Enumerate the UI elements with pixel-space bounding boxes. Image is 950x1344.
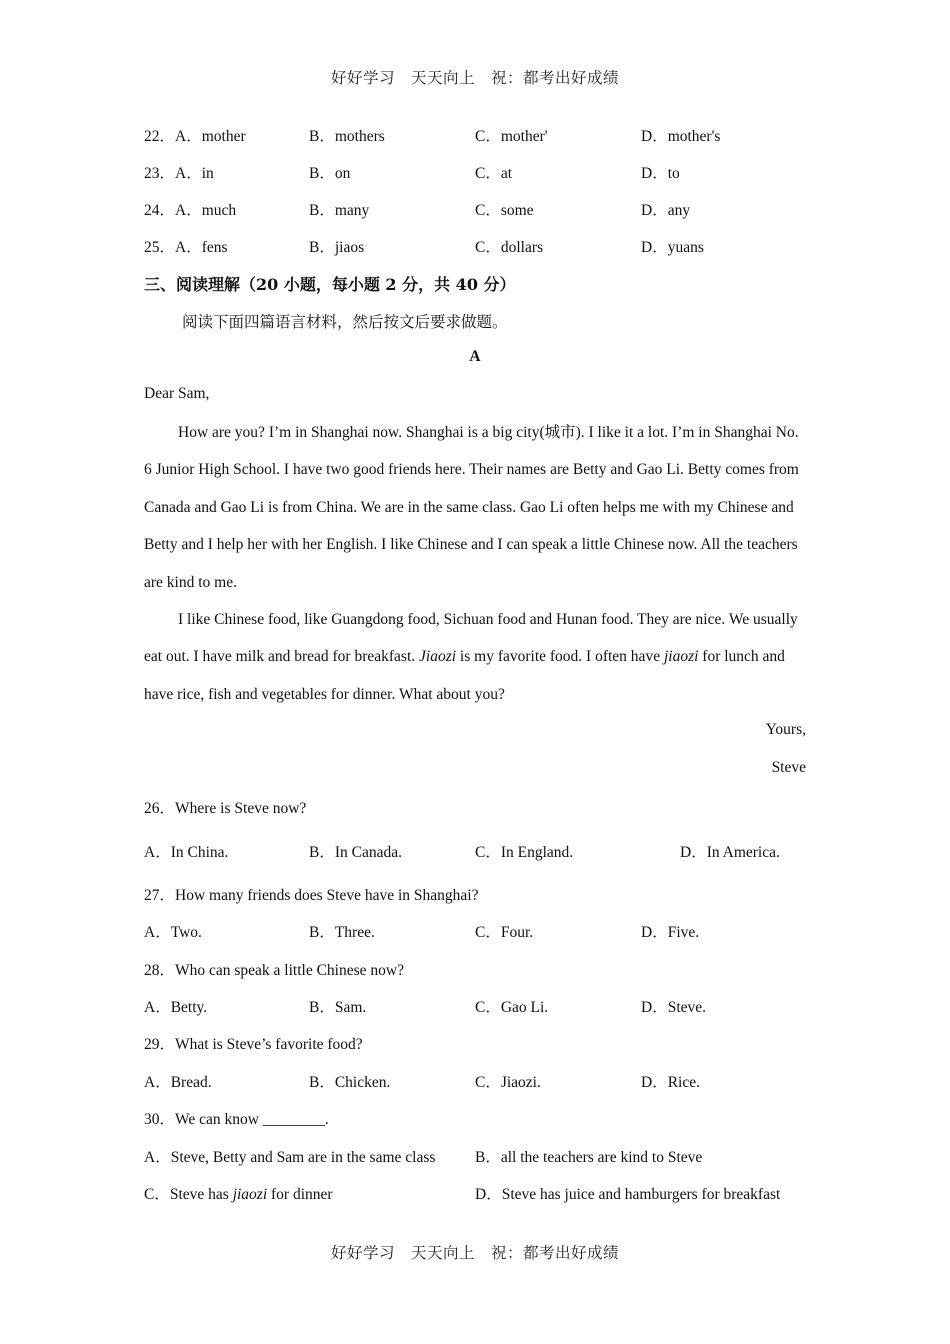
option-label: A．fens [175, 239, 228, 256]
answer-27-d: D．Five. [641, 924, 700, 941]
answer-26-c: C．In England. [475, 844, 574, 861]
answer-26-d: D．In America. [680, 844, 780, 861]
option-label: A．mother [175, 128, 246, 145]
option-row-25 [0, 235, 950, 257]
option-label: A．in [175, 165, 214, 182]
text-run: for dinner [267, 1186, 333, 1203]
answer-28-c: C．Gao Li. [475, 999, 549, 1016]
answer-30-a: A．Steve, Betty and Sam are in the same class [144, 1149, 436, 1166]
question-number: 22． [144, 128, 176, 145]
answer-row-27 [0, 920, 950, 942]
option-22-d: D．mother's [641, 128, 721, 145]
option-23-c: C．at [475, 165, 513, 182]
letter-paragraph-2 [144, 601, 806, 713]
option-row-24 [0, 198, 950, 220]
question-27: 27．How many friends does Steve have in Shanghai? [144, 887, 479, 904]
answer-28-b: B．Sam. [309, 999, 367, 1016]
option-row-22 [0, 124, 950, 146]
answer-30-b: B．all the teachers are kind to Steve [475, 1149, 703, 1166]
question-number: 24． [144, 202, 176, 219]
text-run: for lunch and have rice, fish and vegetables for dinner. What about you? [144, 648, 785, 703]
answer-row-26 [0, 840, 950, 862]
answer-row-28 [0, 995, 950, 1017]
section-instruction: 阅读下面四篇语言材料，然后按文后要求做题。 [182, 314, 508, 331]
answer-27-b: B．Three. [309, 924, 375, 941]
answer-29-a: A．Bread. [144, 1074, 212, 1091]
answer-27-c: C．Four. [475, 924, 534, 941]
option-22-b: B．mothers [309, 128, 385, 145]
page-header: 好好学习 天天向上 祝：都考出好成绩 [330, 70, 619, 87]
answer-30-d: D．Steve has juice and hamburgers for breakfast [475, 1186, 781, 1203]
option-22-c: C．mother' [475, 128, 548, 145]
page-footer: 好好学习 天天向上 祝：都考出好成绩 [330, 1245, 619, 1262]
option-23-b: B．on [309, 165, 351, 182]
italic-word: jiaozi [663, 648, 699, 666]
answer-29-d: D．Rice. [641, 1074, 700, 1091]
answer-29-b: B．Chicken. [309, 1074, 391, 1091]
letter-greeting: Dear Sam, [144, 385, 210, 402]
text-run: is my favorite food. I often have [456, 648, 664, 666]
section-title: 三、阅读理解（20 小题，每小题 2 分，共 40 分） [144, 275, 516, 294]
answer-29-c: C．Jiaozi. [475, 1074, 541, 1091]
answer-row-29 [0, 1070, 950, 1092]
answer-30-c [144, 1182, 333, 1204]
answer-28-a: A．Betty. [144, 999, 208, 1016]
option-label: A．much [175, 202, 237, 219]
answer-row-30-ab [0, 1145, 950, 1167]
option-25-b: B．jiaos [309, 239, 365, 256]
option-23-d: D．to [641, 165, 680, 182]
question-29: 29．What is Steve’s favorite food? [144, 1036, 363, 1053]
answer-row-30-cd [0, 1182, 950, 1204]
option-row-23 [0, 161, 950, 183]
letter-closing: Yours, [765, 721, 806, 738]
option-24-b: B．many [309, 202, 370, 219]
option-25-d: D．yuans [641, 239, 704, 256]
text-run: C．Steve has [144, 1186, 233, 1203]
answer-26-a: A．In China. [144, 844, 229, 861]
letter-signature: Steve [771, 759, 806, 776]
question-28: 28．Who can speak a little Chinese now? [144, 962, 404, 979]
italic-word: jiaozi [232, 1186, 268, 1203]
option-24-c: C．some [475, 202, 534, 219]
question-30: 30．We can know ________. [144, 1111, 329, 1128]
passage-label: A [469, 348, 481, 365]
question-number: 23． [144, 165, 176, 182]
text-run: I like Chinese food, like Guangdong food, Sichuan food and Hunan food. They are nice. We usually eat out. I have milk and bread for breakfast. [144, 611, 798, 666]
answer-26-b: B．In Canada. [309, 844, 402, 861]
option-24-a [144, 198, 236, 220]
italic-word: Jiaozi [419, 648, 457, 666]
option-24-d: D．any [641, 202, 691, 219]
option-25-a [144, 235, 228, 257]
answer-28-d: D．Steve. [641, 999, 707, 1016]
question-26: 26．Where is Steve now? [144, 800, 307, 817]
answer-27-a: A．Two. [144, 924, 202, 941]
letter-paragraph-1: How are you? I’m in Shanghai now. Shanghai is a big city(城市). I like it a lot. I’m in Shanghai No. 6 Junior High School. I have two good friends here. Their names are Betty and Gao Li. Betty comes from Canada and Gao Li is from China. We are in the same class. Gao Li often helps me with my Chinese and Betty and I help her with her English. I like Chinese and I can speak a little Chinese now. All the teachers are kind to me. [144, 424, 799, 591]
option-23-a [144, 161, 214, 183]
question-number: 25． [144, 239, 176, 256]
option-25-c: C．dollars [475, 239, 544, 256]
option-22-a [144, 124, 246, 146]
